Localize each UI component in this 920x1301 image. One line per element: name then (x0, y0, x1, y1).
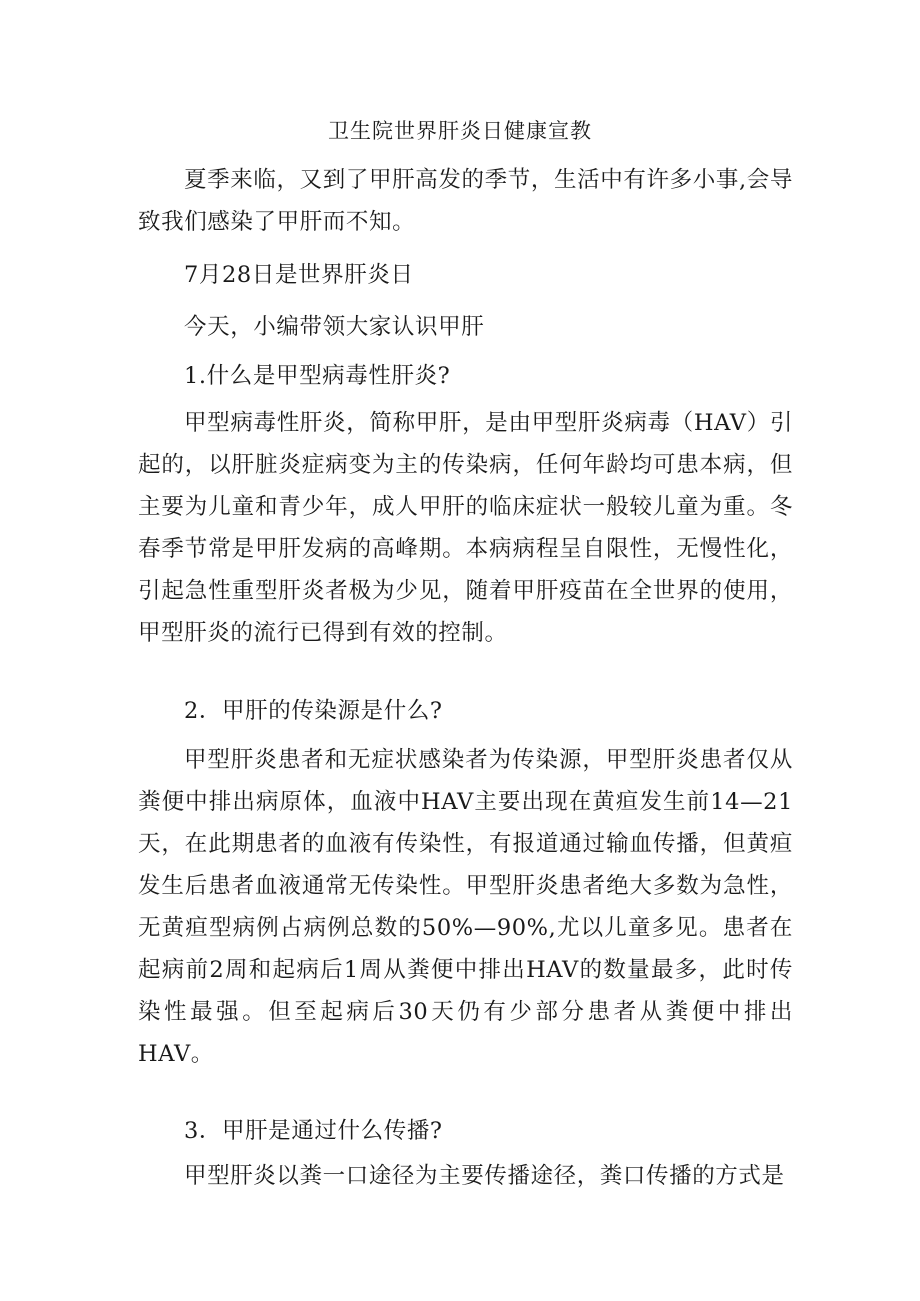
paragraph-answer-3: 甲型肝炎以粪一口途径为主要传播途径，粪口传播的方式是 (184, 1163, 785, 1189)
paragraph-intro: 夏季来临，又到了甲肝高发的季节，生活中有许多小事,会导致我们感染了甲肝而不知。 (138, 167, 793, 235)
paragraph-answer-2: 甲型肝炎患者和无症状感染者为传染源，甲型肝炎患者仅从粪便中排出病原体，血液中HAV主要出现在黄疸发生前14—21天，在此期患者的血液有传染性，有报道通过输血传播，但黄疸发生后患者血液通常无传染性。甲型肝炎患者绝大多数为急性，无黄疸型病例占病例总数的50%—90%,尤以儿童多见。患者在起病前2周和起病后1周从粪便中排出HAV的数量最多，此时传染性最强。但至起病后30天仍有少部分患者从粪便中排出HAV。 (138, 747, 793, 1067)
document-title: 卫生院世界肝炎日健康宣教 (328, 119, 592, 143)
paragraph-today: 今天，小编带领大家认识甲肝 (184, 314, 485, 340)
heading-question-1: 1.什么是甲型病毒性肝炎? (184, 363, 451, 389)
heading-question-2: 2．甲肝的传染源是什么? (184, 698, 443, 724)
paragraph-answer-1: 甲型病毒性肝炎，简称甲肝，是由甲型肝炎病毒（HAV）引起的，以肝脏炎症病变为主的传染病，任何年龄均可患本病，但主要为儿童和青少年，成人甲肝的临床症状一般较儿童为重。冬春季节常是甲肝发病的高峰期。本病病程呈自限性，无慢性化，引起急性重型肝炎者极为少见，随着甲肝疫苗在全世界的使用，甲型肝炎的流行已得到有效的控制。 (138, 410, 793, 646)
paragraph-date: 7月28日是世界肝炎日 (184, 262, 414, 288)
heading-question-3: 3．甲肝是通过什么传播? (184, 1118, 443, 1144)
